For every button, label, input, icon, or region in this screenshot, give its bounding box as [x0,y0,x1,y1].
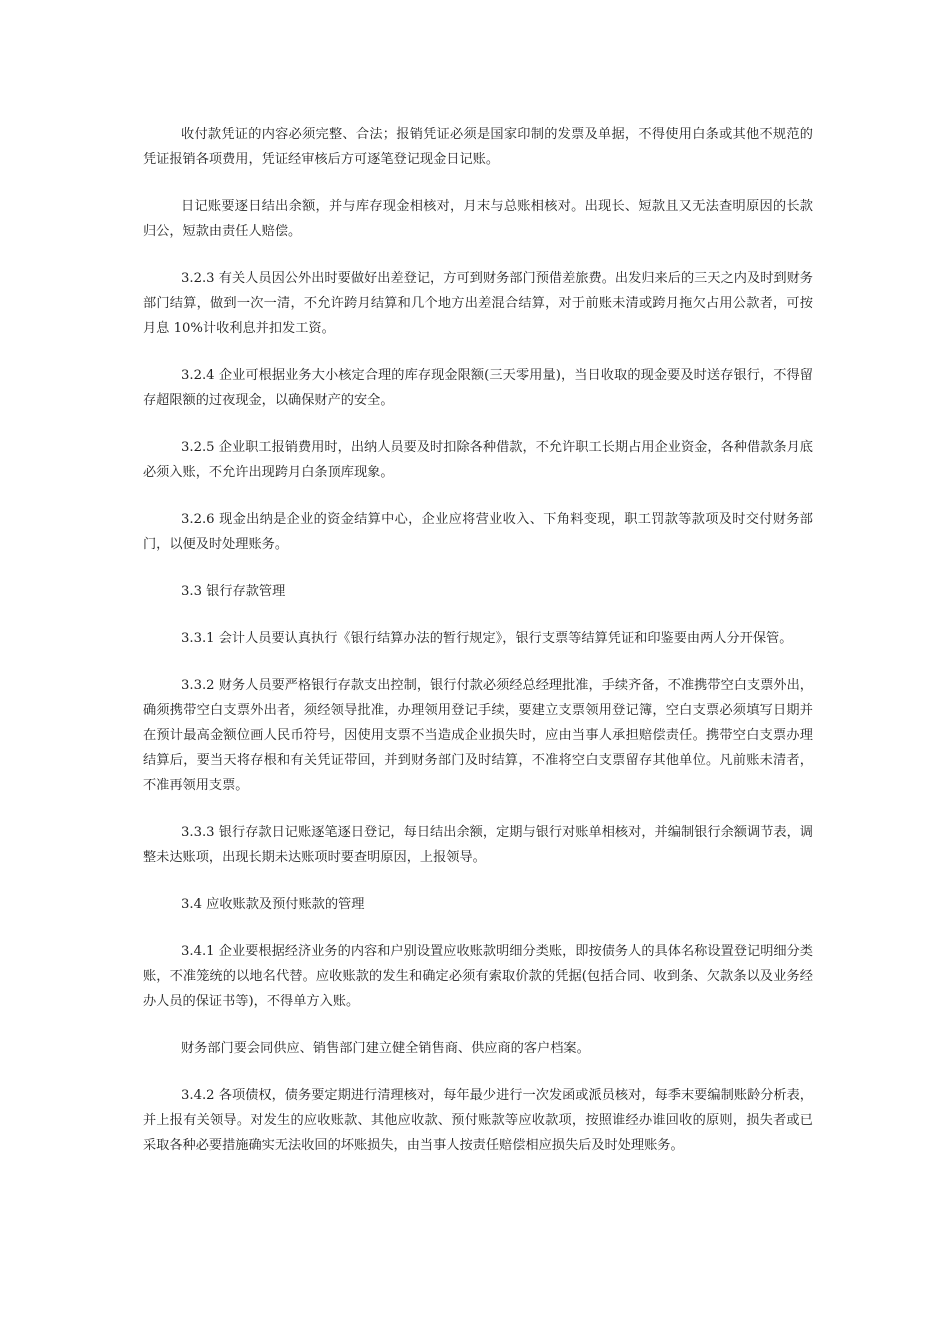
section-heading-3-4: 3.4 应收账款及预付账款的管理 [181,897,365,912]
paragraph-3-3-3: 3.3.3 银行存款日记账逐笔逐日登记，每日结出余额，定期与银行对账单相核对，并编制银行余额调节表，调整未达账项，出现长期未达账项时要查明原因，上报领导。 [143,825,813,865]
paragraph-voucher-requirements: 收付款凭证的内容必须完整、合法；报销凭证必须是国家印制的发票及单据，不得使用白条或其他不规范的凭证报销各项费用，凭证经审核后方可逐笔登记现金日记账。 [143,127,813,167]
paragraph-3-2-3: 3.2.3 有关人员因公外出时要做好出差登记，方可到财务部门预借差旅费。出发归来后的三天之内及时到财务部门结算，做到一次一清，不允许跨月结算和几个地方出差混合结算，对于前账未清或跨月拖欠占用公款者，可按月息 10%计收利息并扣发工资。 [143,271,813,336]
paragraph-3-2-4: 3.2.4 企业可根据业务大小核定合理的库存现金限额(三天零用量)，当日收取的现金要及时送存银行，不得留存超限额的过夜现金，以确保财产的安全。 [143,368,813,408]
paragraph-3-3-1: 3.3.1 会计人员要认真执行《银行结算办法的暂行规定》，银行支票等结算凭证和印鉴要由两人分开保管。 [181,631,793,646]
paragraph-3-4-2: 3.4.2 各项债权，债务要定期进行清理核对，每年最少进行一次发函或派员核对，每季末要编制账龄分析表，并上报有关领导。对发生的应收账款、其他应收款、预付账款等应收款项，按照谁经办谁回收的原则，损失者或已采取各种必要措施确实无法收回的坏账损失，由当事人按责任赔偿相应损失后及时处理账务。 [143,1088,813,1153]
document-body [143,122,813,1180]
paragraph-daily-journal: 日记账要逐日结出余额，并与库存现金相核对，月末与总账相核对。出现长、短款且又无法查明原因的长款归公，短款由责任人赔偿。 [143,199,813,239]
paragraph-3-3-2: 3.3.2 财务人员要严格银行存款支出控制，银行付款必须经总经理批准，手续齐备，不准携带空白支票外出，确须携带空白支票外出者，须经领导批准，办理领用登记手续，要建立支票领用登记簿，空白支票必须填写日期并在预计最高金额位画人民币符号，因使用支票不当造成企业损失时，应由当事人承担赔偿责任。携带空白支票办理结算后，要当天将存根和有关凭证带回，并到财务部门及时结算，不准将空白支票留存其他单位。凡前账未清者，不准再领用支票。 [143,678,813,793]
paragraph-3-2-5: 3.2.5 企业职工报销费用时，出纳人员要及时扣除各种借款，不允许职工长期占用企业资金，各种借款条月底必须入账，不允许出现跨月白条顶库现象。 [143,440,813,480]
paragraph-3-4-1: 3.4.1 企业要根据经济业务的内容和户别设置应收账款明细分类账，即按债务人的具体名称设置登记明细分类账，不准笼统的以地名代替。应收账款的发生和确定必须有索取价款的凭据(包括合同、收到条、欠款条以及业务经办人员的保证书等)，不得单方入账。 [143,944,813,1009]
paragraph-customer-archives: 财务部门要会同供应、销售部门建立健全销售商、供应商的客户档案。 [181,1041,590,1056]
section-heading-3-3: 3.3 银行存款管理 [181,584,286,599]
paragraph-3-2-6: 3.2.6 现金出纳是企业的资金结算中心，企业应将营业收入、下角料变现，职工罚款等款项及时交付财务部门，以便及时处理账务。 [143,512,813,552]
